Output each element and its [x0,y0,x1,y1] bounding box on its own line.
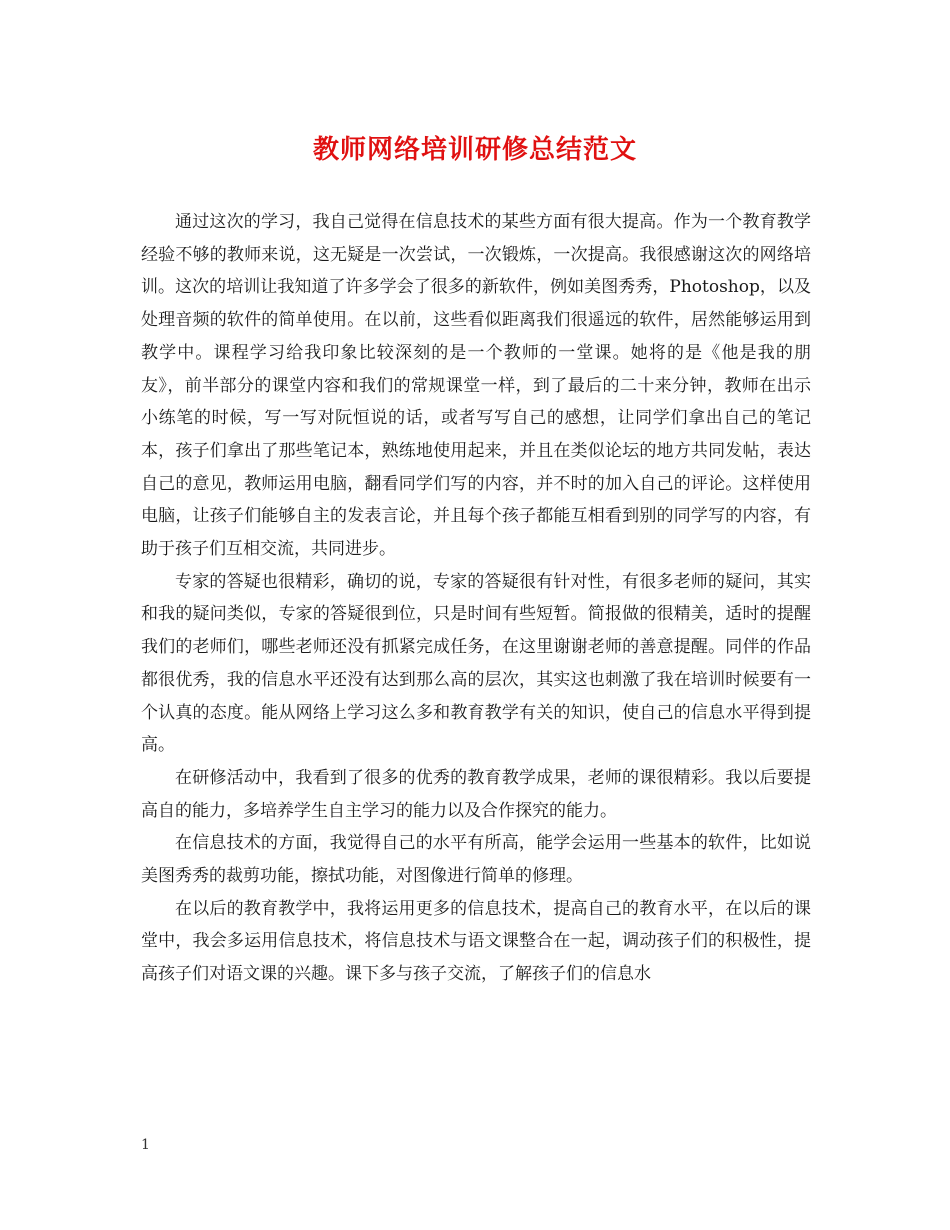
document-body [141,206,811,991]
document-title: 教师网络培训研修总结范文 [312,135,637,165]
paragraph-2: 专家的答疑也很精彩，确切的说，专家的答疑很有针对性，有很多老师的疑问，其实和我的疑问类似，专家的答疑很到位，只是时间有些短暂。简报做的很精美，适时的提醒我们的老师们，哪些老师还没有抓紧完成任务，在这里谢谢老师的善意提醒。同伴的作品都很优秀，我的信息水平还没有达到那么高的层次，其实这也刺激了我在培训时候要有一个认真的态度。能从网络上学习这么多和教育教学有关的知识，使自己的信息水平得到提高。 [141,571,811,756]
paragraph-1: 通过这次的学习，我自己觉得在信息技术的某些方面有很大提高。作为一个教育教学经验不够的教师来说，这无疑是一次尝试，一次锻炼，一次提高。我很感谢这次的网络培训。这次的培训让我知道了许多学会了很多的新软件，例如美图秀秀，Photoshop，以及处理音频的软件的简单使用。在以前，这些看似距离我们很遥远的软件，居然能够运用到教学中。课程学习给我印象比较深刻的是一个教师的一堂课。她将的是《他是我的朋友》，前半部分的课堂内容和我们的常规课堂一样，到了最后的二十来分钟，教师在出示小练笔的时候，写一写对阮恒说的话，或者写写自己的感想，让同学们拿出自己的笔记本，孩子们拿出了那些笔记本，熟练地使用起来，并且在类似论坛的地方共同发帖，表达自己的意见，教师运用电脑，翻看同学们写的内容，并不时的加入自己的评论。这样使用电脑，让孩子们能够自主的发表言论，并且每个孩子都能互相看到别的同学写的内容，有助于孩子们互相交流，共同进步。 [141,212,811,560]
paragraph-5: 在以后的教育教学中，我将运用更多的信息技术，提高自己的教育水平，在以后的课堂中，我会多运用信息技术，将信息技术与语文课整合在一起，调动孩子们的积极性，提高孩子们对语文课的兴趣。课下多与孩子交流，了解孩子们的信息水 [141,898,811,985]
paragraph-4: 在信息技术的方面，我觉得自己的水平有所高，能学会运用一些基本的软件，比如说美图秀秀的裁剪功能，擦拭功能，对图像进行简单的修理。 [141,833,811,887]
page-number: 1 [141,1137,150,1153]
paragraph-3: 在研修活动中，我看到了很多的优秀的教育教学成果，老师的课很精彩。我以后要提高自的能力，多培养学生自主学习的能力以及合作探究的能力。 [141,767,811,821]
